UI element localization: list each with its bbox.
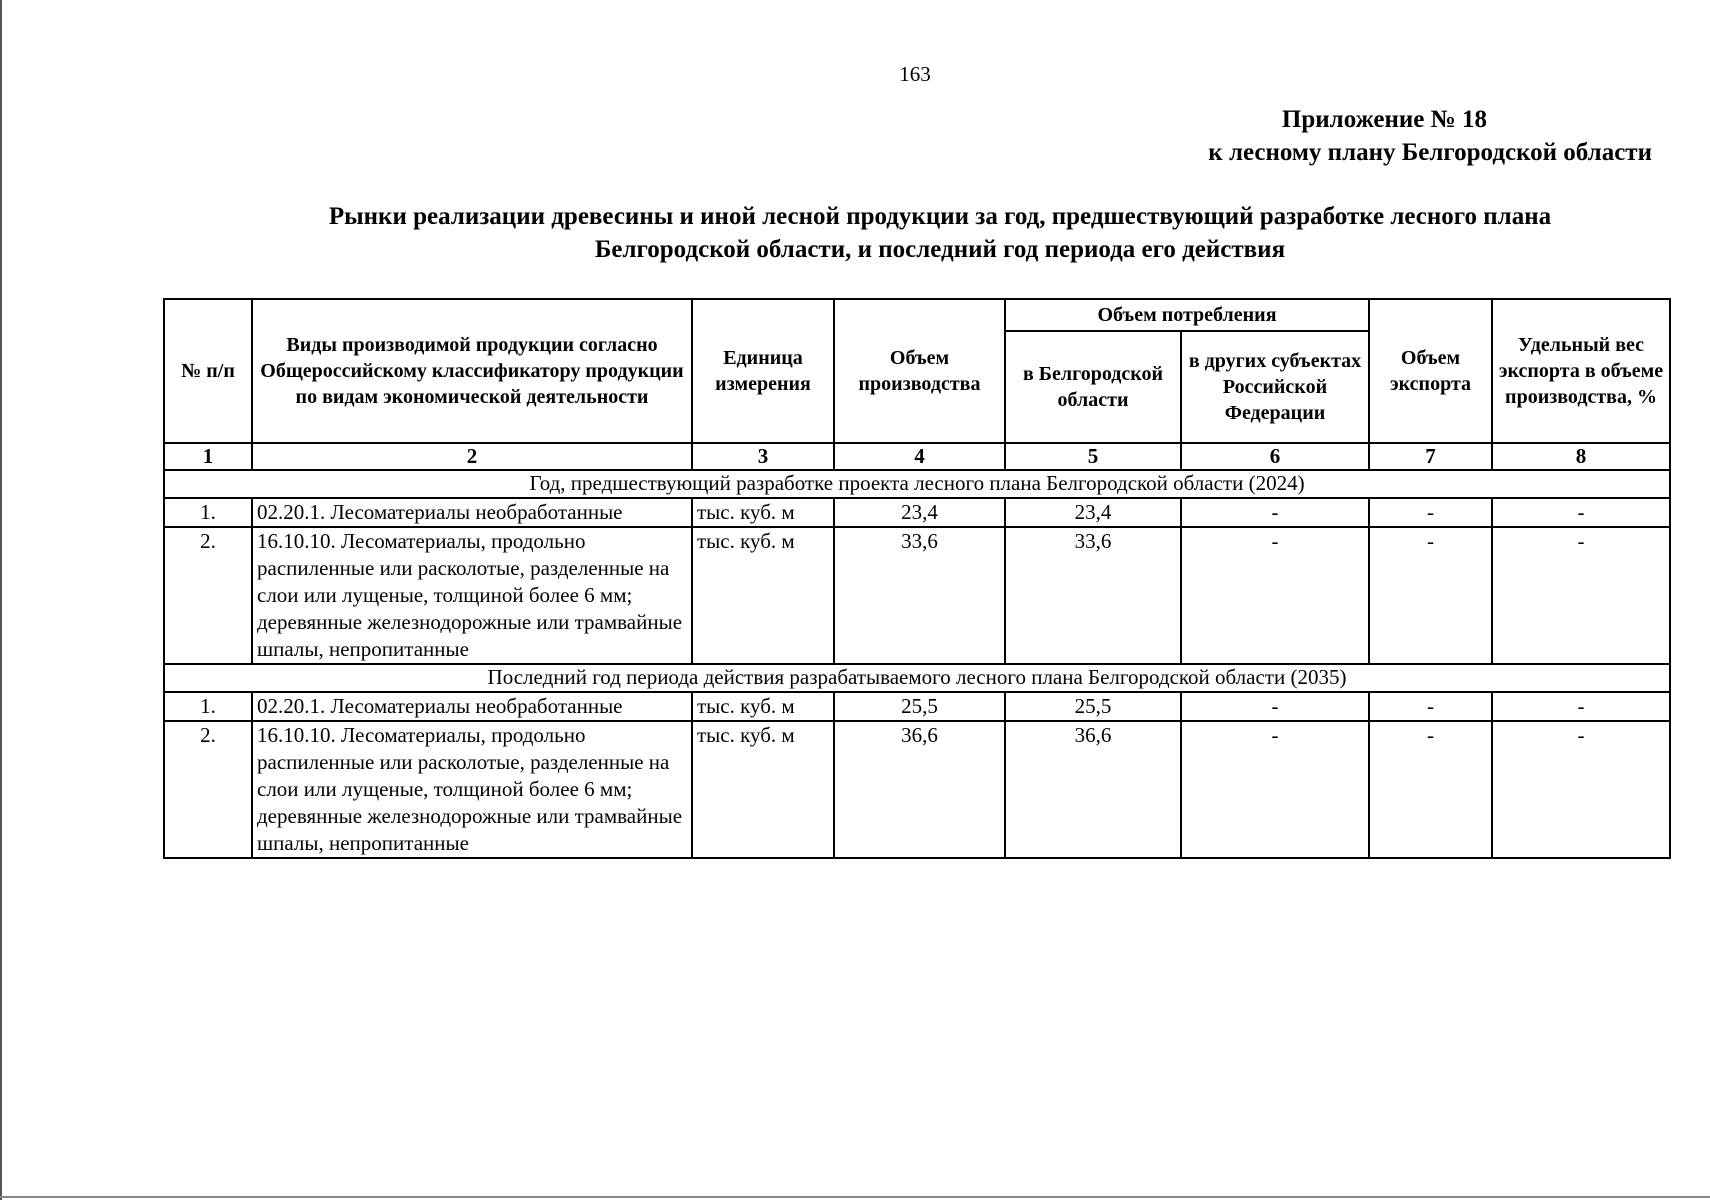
export-cell: - — [1369, 527, 1492, 664]
consumption-other-cell: - — [1181, 692, 1369, 721]
table-row — [164, 721, 1670, 858]
export-cell: - — [1369, 721, 1492, 858]
production-cell: 25,5 — [834, 692, 1005, 721]
row-number-cell: 1. — [164, 692, 252, 721]
column-number-cell: 1 — [164, 443, 252, 470]
column-number-cell: 6 — [1181, 443, 1369, 470]
column-number-cell: 8 — [1492, 443, 1670, 470]
product-cell: 02.20.1. Лесоматериалы необработанные — [252, 498, 692, 527]
column-number-cell: 4 — [834, 443, 1005, 470]
product-cell: 02.20.1. Лесоматериалы необработанные — [252, 692, 692, 721]
document-title — [200, 200, 1680, 266]
header-export: Объем экспорта — [1369, 299, 1492, 443]
section-title: Год, предшествующий разработке проекта лесного плана Белгородской области (2024) — [164, 470, 1670, 498]
appendix-number: Приложение № 18 — [1281, 106, 1487, 133]
scan-bottom-edge — [0, 1196, 1710, 1198]
header-consumption-other: в других субъектах Российской Федерации — [1181, 331, 1369, 443]
table-row — [164, 692, 1670, 721]
consumption-region-cell: 36,6 — [1005, 721, 1181, 858]
production-cell: 33,6 — [834, 527, 1005, 664]
consumption-other-cell: - — [1181, 527, 1369, 664]
unit-cell: тыс. куб. м — [692, 692, 834, 721]
consumption-other-cell: - — [1181, 721, 1369, 858]
header-consumption-region: в Белгородской области — [1005, 331, 1181, 443]
production-cell: 23,4 — [834, 498, 1005, 527]
unit-cell: тыс. куб. м — [692, 527, 834, 664]
header-product: Виды производимой продукции согласно Общероссийскому классификатору продукции по видам экономической деятельности — [252, 299, 692, 443]
row-number-cell: 2. — [164, 721, 252, 858]
page-number: 163 — [899, 62, 931, 86]
column-number-cell: 7 — [1369, 443, 1492, 470]
table-row — [164, 527, 1670, 664]
column-number-cell: 3 — [692, 443, 834, 470]
export-share-cell: - — [1492, 527, 1670, 664]
scan-edge — [0, 0, 2, 1200]
product-cell: 16.10.10. Лесоматериалы, продольно распиленные или расколотые, разделенные на слои или лущеные, толщиной более 6 мм; деревянные железнодорожные или трамвайные шпалы, непропитанные — [252, 527, 692, 664]
document-title-line2: Белгородской области, и последний год периода его действия — [594, 236, 1286, 263]
header-unit: Единица измерения — [692, 299, 834, 443]
unit-cell: тыс. куб. м — [692, 721, 834, 858]
header-export-share: Удельный вес экспорта в объеме производства, % — [1492, 299, 1670, 443]
row-number-cell: 2. — [164, 527, 252, 664]
consumption-region-cell: 23,4 — [1005, 498, 1181, 527]
product-cell: 16.10.10. Лесоматериалы, продольно распиленные или расколотые, разделенные на слои или лущеные, толщиной более 6 мм; деревянные железнодорожные или трамвайные шпалы, непропитанные — [252, 721, 692, 858]
column-number-row — [164, 443, 1670, 470]
markets-table — [163, 298, 1671, 859]
unit-cell: тыс. куб. м — [692, 498, 834, 527]
consumption-region-cell: 25,5 — [1005, 692, 1181, 721]
row-number-cell: 1. — [164, 498, 252, 527]
column-number-cell: 5 — [1005, 443, 1181, 470]
export-cell: - — [1369, 692, 1492, 721]
header-consumption: Объем потребления — [1005, 299, 1369, 331]
table-body — [164, 443, 1670, 858]
section-row — [164, 470, 1670, 498]
export-share-cell: - — [1492, 498, 1670, 527]
appendix-subtitle: к лесному плану Белгородской области — [1208, 139, 1652, 166]
table-row — [164, 498, 1670, 527]
column-number-cell: 2 — [252, 443, 692, 470]
export-cell: - — [1369, 498, 1492, 527]
table-header-row — [164, 299, 1670, 331]
export-share-cell: - — [1492, 721, 1670, 858]
export-share-cell: - — [1492, 692, 1670, 721]
document-title-line1: Рынки реализации древесины и иной лесной продукции за год, предшествующий разработке лесного плана — [328, 203, 1552, 230]
consumption-other-cell: - — [1181, 498, 1369, 527]
consumption-region-cell: 33,6 — [1005, 527, 1181, 664]
section-row — [164, 664, 1670, 692]
header-num: № п/п — [164, 299, 252, 443]
appendix-header — [1208, 103, 1652, 169]
section-title: Последний год периода действия разрабатываемого лесного плана Белгородской области (2035) — [164, 664, 1670, 692]
production-cell: 36,6 — [834, 721, 1005, 858]
header-production: Объем производства — [834, 299, 1005, 443]
